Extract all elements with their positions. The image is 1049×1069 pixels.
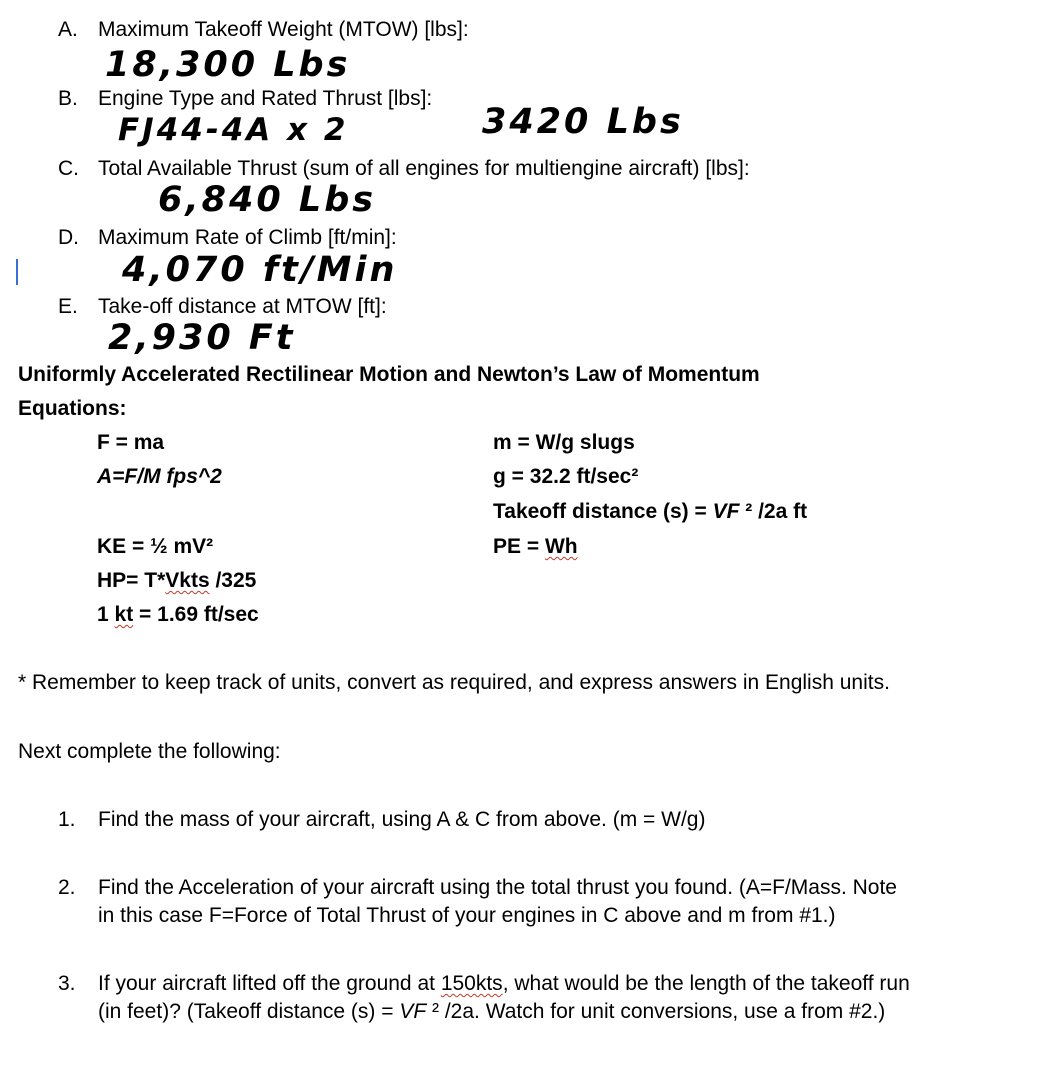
answer-a-handwriting: 18,300 Lbs xyxy=(105,45,351,85)
equation-ke: KE = ½ mV² xyxy=(97,535,214,558)
question-a-label: A. xyxy=(58,18,78,41)
question-b xyxy=(58,87,432,111)
question-e-text: Take-off distance at MTOW [ft]: xyxy=(98,295,387,318)
equation-pe-wh: Wh xyxy=(544,535,578,558)
question-c-label: C. xyxy=(58,157,79,180)
next-heading: Next complete the following: xyxy=(18,740,281,763)
question-b-text: Engine Type and Rated Thrust [lbs]: xyxy=(98,87,433,110)
equation-hp-suffix: /325 xyxy=(209,569,257,592)
task-1 xyxy=(58,806,705,834)
answer-c-handwriting: 6,840 Lbs xyxy=(158,180,377,220)
task-2 xyxy=(58,874,897,902)
task-3-line2-a: (in feet)? (Takeoff distance (s) = xyxy=(98,1000,400,1023)
equation-pe-prefix: PE = xyxy=(493,535,545,558)
answer-d-handwriting: 4,070 ft/Min xyxy=(122,250,398,290)
question-c xyxy=(58,157,750,181)
task-2-number: 2. xyxy=(58,876,76,899)
question-d xyxy=(58,226,397,250)
equation-a-fm xyxy=(97,465,222,489)
equation-takeoff-suffix: ² /2a ft xyxy=(739,500,808,523)
task-3-line1-a: If your aircraft lifted off the ground at xyxy=(98,972,441,995)
equation-takeoff-vf: VF xyxy=(712,500,740,523)
task-2-text-line2: in this case F=Force of Total Thrust of your engines in C above and m from #1.) xyxy=(98,904,836,927)
equation-kt xyxy=(97,603,259,627)
question-e xyxy=(58,295,387,319)
section-heading-equations: Equations: xyxy=(18,397,127,420)
equation-kt-prefix: 1 xyxy=(97,603,115,626)
task-1-text: Find the mass of your aircraft, using A & C from above. (m = W/g) xyxy=(98,808,706,831)
task-3 xyxy=(58,970,910,998)
question-c-text: Total Available Thrust (sum of all engines for multiengine aircraft) [lbs]: xyxy=(98,157,750,180)
question-e-label: E. xyxy=(58,295,78,318)
task-3-line2-vf: VF xyxy=(399,1000,427,1023)
task-2-text-line1: Find the Acceleration of your aircraft using the total thrust you found. (A=F/Mass. Note xyxy=(98,876,897,899)
question-d-text: Maximum Rate of Climb [ft/min]: xyxy=(98,226,397,249)
units-note: * Remember to keep track of units, convert as required, and express answers in English units. xyxy=(18,671,890,694)
equation-hp-vkts: Vkts xyxy=(165,569,210,592)
answer-e-handwriting: 2,930 Ft xyxy=(108,318,296,358)
equation-hp-prefix: HP= T* xyxy=(97,569,166,592)
answer-b-thrust-handwriting: 3420 Lbs xyxy=(482,102,684,142)
answer-b-engine-handwriting: FJ44-4A x 2 xyxy=(118,112,349,148)
section-heading: Uniformly Accelerated Rectilinear Motion and Newton’s Law of Momentum xyxy=(18,363,760,386)
task-3-line2-c: ² /2a. Watch for unit conversions, use a from #2.) xyxy=(426,1000,886,1023)
equation-takeoff-distance xyxy=(493,500,807,524)
question-d-label: D. xyxy=(58,226,79,249)
question-a xyxy=(58,18,469,42)
equation-pe xyxy=(493,535,578,559)
text-cursor xyxy=(16,259,18,285)
equation-kt-word: kt xyxy=(114,603,134,626)
equation-a-fm-text: A=F/M fps^2 xyxy=(97,465,222,488)
task-3-line2 xyxy=(98,998,885,1026)
task-3-line1-c: , what would be the length of the takeoff run xyxy=(502,972,910,995)
equation-kt-suffix: = 1.69 ft/sec xyxy=(133,603,259,626)
task-3-number: 3. xyxy=(58,972,76,995)
question-b-label: B. xyxy=(58,87,78,110)
task-3-speed: 150kts xyxy=(440,972,503,995)
equation-g: g = 32.2 ft/sec² xyxy=(493,465,639,488)
equation-takeoff-prefix: Takeoff distance (s) = xyxy=(493,500,713,523)
equation-hp xyxy=(97,569,256,593)
question-a-text: Maximum Takeoff Weight (MTOW) [lbs]: xyxy=(98,18,469,41)
task-1-number: 1. xyxy=(58,808,76,831)
equation-f-ma: F = ma xyxy=(97,431,165,454)
equation-m-wg: m = W/g slugs xyxy=(493,431,635,454)
